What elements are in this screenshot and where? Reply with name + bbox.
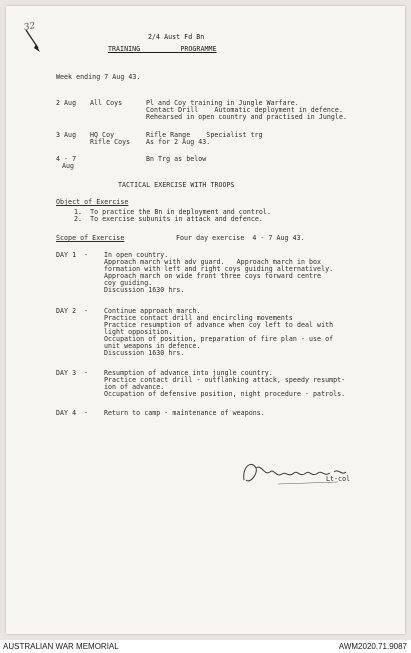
day-line: Approach march with adv guard. Approach march in box — [104, 258, 322, 266]
object-item: 1. To practice the Bn in deployment and control. — [74, 208, 271, 216]
week-ending: Week ending 7 Aug 43. — [56, 73, 141, 81]
day-line: Practice contact drill and encircling movements — [104, 314, 293, 322]
day-label: DAY 1 - — [56, 251, 89, 259]
day-line: coy guiding. — [104, 279, 153, 287]
schedule-date: 3 Aug — [56, 131, 77, 139]
footer-source: AUSTRALIAN WAR MEMORIAL — [3, 642, 119, 651]
day-line: unit weapons in defence. — [104, 342, 201, 350]
tactical-heading: TACTICAL EXERCISE WITH TROOPS — [118, 181, 235, 189]
unit-header: 2/4 Aust Fd Bn — [148, 33, 205, 41]
day-label: DAY 3 - — [56, 369, 89, 377]
pencil-scribble-icon — [22, 26, 48, 56]
day-line: ion of advance. — [104, 383, 165, 391]
schedule-activity: Contact Drill Automatic deployment in defence. — [146, 106, 343, 114]
schedule-unit: Rifle Coys — [90, 138, 131, 146]
day-line: Discussion 1630 hrs. — [104, 286, 185, 294]
scope-text: Four day exercise 4 - 7 Aug 43. — [176, 234, 305, 242]
document-page — [6, 6, 405, 634]
schedule-unit: HQ Coy — [90, 131, 115, 139]
day-line: Resumption of advance into jungle country. — [104, 369, 273, 377]
object-item: 2. To exercise subunits in attack and defence. — [74, 215, 263, 223]
day-label: DAY 4 - — [56, 409, 89, 417]
schedule-date: Aug — [62, 162, 75, 170]
day-line: Practice resumption of advance when coy left to deal with — [104, 321, 334, 329]
day-line: Return to camp - maintenance of weapons. — [104, 409, 265, 417]
schedule-date: 2 Aug — [56, 99, 77, 107]
schedule-unit: All Coys — [90, 99, 123, 107]
day-line: Occupation of position, preparation of fire plan - use of — [104, 335, 334, 343]
schedule-activity: Bn Trg as below — [146, 155, 207, 163]
programme-title: TRAINING PROGRAMME — [108, 45, 217, 53]
schedule-activity: Rifle Range Specialist trg — [146, 131, 263, 139]
day-line: light opposition. — [104, 328, 173, 336]
schedule-activity: As for 2 Aug 43. — [146, 138, 211, 146]
day-line: Approach march on wide front three coys forward centre — [104, 272, 322, 280]
signature — [238, 454, 358, 490]
schedule-activity: Pl and Coy training in Jungle Warfare. — [146, 99, 299, 107]
footer-reference: AWM2020.71.9087 — [338, 642, 407, 651]
object-heading: Object of Exercise — [56, 198, 129, 206]
day-label: DAY 2 - — [56, 307, 89, 315]
schedule-date: 4 - 7 — [56, 155, 77, 163]
day-line: Practice contact drill - outflanking attack, speedy resumpt- — [104, 376, 346, 384]
scope-heading: Scope of Exercise — [56, 234, 125, 242]
day-line: Continue approach march. — [104, 307, 201, 315]
corner-pencil-mark: 32 — [23, 20, 37, 34]
footer-bar — [0, 640, 411, 653]
day-line: Occupation of defensive position, night procedure - patrols. — [104, 390, 346, 398]
day-line: Discussion 1630 hrs. — [104, 349, 185, 357]
day-line: formation with left and right coys guiding alternatively. — [104, 265, 334, 273]
day-line: In open country. — [104, 251, 169, 259]
schedule-activity: Rehearsed in open country and practised in Jungle. — [146, 113, 347, 121]
signature-rank: Lt-col — [326, 475, 351, 483]
